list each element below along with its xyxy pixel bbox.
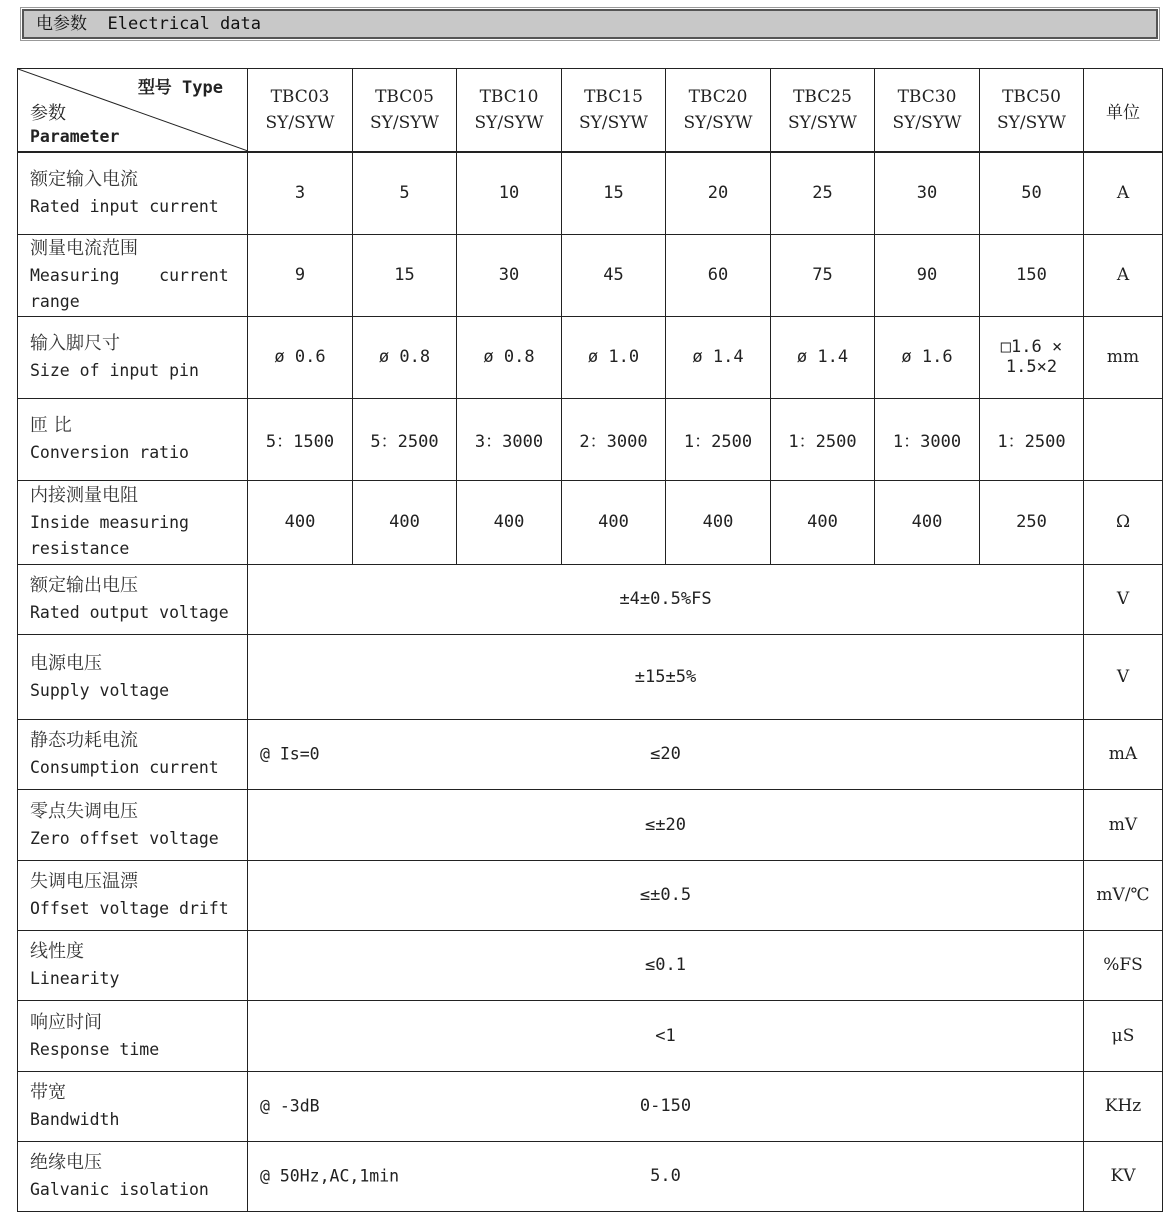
parameter-name-en: Conversion ratio — [30, 443, 189, 462]
value-cell — [980, 398, 1084, 480]
value-text: ø 1.4 — [692, 347, 744, 367]
value-cell — [980, 480, 1084, 564]
unit-text: μS — [1111, 1025, 1135, 1046]
value-text: 1：2500 — [788, 431, 857, 452]
value-cell — [666, 152, 771, 234]
parameter-name-en: Offset voltage drift — [30, 899, 229, 918]
model-header-cell — [562, 69, 666, 153]
model-variant: SY/SYW — [265, 113, 335, 133]
table-row — [18, 1000, 1163, 1071]
parameter-cell — [18, 930, 248, 1000]
model-variant: SY/SYW — [892, 113, 962, 133]
model-variant: SY/SYW — [683, 113, 753, 133]
parameter-name-en: Consumption current — [30, 758, 219, 777]
value-cell — [457, 234, 562, 316]
value-cell — [771, 152, 875, 234]
model-name: TBC15 — [584, 87, 643, 107]
parameter-cell — [18, 634, 248, 719]
model-variant: SY/SYW — [474, 113, 544, 133]
value-cell — [666, 398, 771, 480]
parameter-cell — [18, 1000, 248, 1071]
unit-cell — [1084, 1000, 1163, 1071]
unit-cell — [1084, 860, 1163, 930]
unit-text: KV — [1110, 1166, 1136, 1186]
unit-cell — [1084, 316, 1163, 398]
table-header-row — [18, 69, 1163, 153]
parameter-cell — [18, 564, 248, 634]
section-title: 电参数 Electrical data — [22, 9, 1158, 39]
parameter-cell — [18, 1141, 248, 1211]
shared-value-cell — [248, 789, 1084, 860]
table-row — [18, 1071, 1163, 1141]
model-header-cell — [771, 69, 875, 153]
parameter-name-en: Linearity — [30, 969, 120, 988]
value-text: 250 — [1016, 512, 1047, 532]
unit-text: A — [1116, 183, 1130, 204]
value-cell — [248, 480, 353, 564]
parameter-name-en: Bandwidth — [30, 1110, 120, 1129]
parameter-cell — [18, 316, 248, 398]
value-cell — [353, 152, 457, 234]
unit-text: V — [1116, 589, 1130, 609]
value-cell — [457, 316, 562, 398]
unit-cell — [1084, 398, 1163, 480]
table-row — [18, 398, 1163, 480]
unit-text: %FS — [1103, 955, 1143, 975]
parameter-name-en: Supply voltage — [30, 680, 170, 700]
value-text: 400 — [598, 512, 629, 532]
value-cell — [353, 316, 457, 398]
value-cell — [248, 398, 353, 480]
value-cell — [562, 234, 666, 316]
parameter-name-cn: 内接测量电阻 — [30, 485, 138, 506]
parameter-name-en: Rated input current — [30, 197, 219, 217]
value-cell — [562, 152, 666, 234]
value-cell — [562, 398, 666, 480]
parameter-name-en: Size of input pin — [30, 361, 199, 380]
shared-value-cell — [248, 1071, 1084, 1141]
value-text: ≤0.1 — [645, 955, 686, 975]
unit-cell — [1084, 480, 1163, 564]
shared-value-cell — [248, 719, 1084, 789]
unit-cell — [1084, 234, 1163, 316]
value-text: ø 0.8 — [378, 347, 431, 367]
value-text: 400 — [284, 512, 316, 532]
table-row — [18, 234, 1163, 316]
unit-header: 单位 — [1106, 102, 1140, 123]
parameter-cell — [18, 860, 248, 930]
value-cell — [562, 316, 666, 398]
value-text: 5.0 — [650, 1166, 681, 1186]
value-cell — [771, 398, 875, 480]
shared-value-cell — [248, 634, 1084, 719]
value-text: 30 — [498, 265, 520, 285]
value-text: <1 — [655, 1025, 676, 1046]
model-name: TBC30 — [897, 87, 957, 107]
shared-value-cell — [248, 930, 1084, 1000]
test-condition: @ Is=0 — [260, 744, 320, 764]
model-header-cell — [353, 69, 457, 153]
value-cell — [248, 152, 353, 234]
parameter-name-cn: 绝缘电压 — [30, 1152, 102, 1173]
model-name: TBC25 — [793, 87, 852, 107]
parameter-name-cn: 测量电流范围 — [30, 238, 138, 259]
value-cell — [875, 152, 980, 234]
model-name: TBC20 — [688, 87, 748, 107]
shared-value-cell — [248, 1000, 1084, 1071]
value-cell — [980, 152, 1084, 234]
table-row — [18, 316, 1163, 398]
parameter-name-cn: 带宽 — [30, 1082, 66, 1103]
unit-text: mV/℃ — [1096, 885, 1150, 905]
parameter-name-cn: 匝 比 — [30, 415, 72, 436]
value-text: ≤±0.5 — [639, 885, 692, 905]
model-variant: SY/SYW — [370, 113, 439, 133]
model-name: TBC50 — [1002, 87, 1061, 107]
parameter-cell — [18, 789, 248, 860]
unit-cell — [1084, 152, 1163, 234]
parameter-name-en: Rated output voltage — [30, 603, 229, 622]
table-row — [18, 789, 1163, 860]
test-condition: @ -3dB — [260, 1096, 320, 1116]
shared-value-cell — [248, 860, 1084, 930]
value-cell — [980, 234, 1084, 316]
value-text: 400 — [702, 512, 734, 532]
value-text: ø 1.6 — [901, 347, 953, 367]
value-text: 15 — [603, 183, 624, 204]
model-name: TBC10 — [479, 87, 539, 107]
value-text: 90 — [916, 265, 938, 285]
model-name: TBC03 — [270, 87, 330, 107]
value-text: 25 — [812, 183, 833, 204]
electrical-data-table — [17, 68, 1163, 1212]
parameter-cell — [18, 398, 248, 480]
value-cell — [666, 234, 771, 316]
value-text: 400 — [807, 512, 838, 532]
unit-text: mA — [1108, 744, 1138, 764]
value-cell — [980, 316, 1084, 398]
model-header-cell — [248, 69, 353, 153]
value-cell — [771, 234, 875, 316]
value-text: 3：3000 — [474, 431, 544, 452]
unit-text: Ω — [1115, 512, 1131, 532]
table-row — [18, 152, 1163, 234]
value-text: ±4±0.5%FS — [619, 589, 712, 609]
value-text: 10 — [498, 183, 520, 204]
value-text: ø 0.6 — [274, 347, 326, 367]
parameter-name-en: Zero offset voltage — [30, 828, 219, 848]
value-text: 45 — [603, 265, 624, 285]
value-cell — [353, 398, 457, 480]
type-label: 型号 Type — [137, 78, 223, 98]
value-text: 75 — [812, 265, 833, 285]
unit-text: mV — [1108, 814, 1138, 835]
value-cell — [353, 480, 457, 564]
model-header-cell — [457, 69, 562, 153]
model-name: TBC05 — [375, 87, 434, 107]
parameter-name-cn: 零点失调电压 — [30, 800, 138, 822]
parameter-cell — [18, 234, 248, 316]
value-cell — [248, 234, 353, 316]
value-text: 400 — [911, 512, 943, 532]
value-text: 400 — [493, 512, 525, 532]
parameter-name-cn: 失调电压温漂 — [30, 871, 138, 892]
parameter-name-cn: 输入脚尺寸 — [30, 333, 120, 354]
value-text: ±15±5% — [634, 666, 697, 687]
value-text: ≤±20 — [645, 814, 686, 835]
value-text: 400 — [389, 512, 420, 532]
value-cell — [875, 316, 980, 398]
unit-cell — [1084, 564, 1163, 634]
value-text: 2：3000 — [579, 431, 648, 452]
value-cell — [353, 234, 457, 316]
value-cell — [771, 480, 875, 564]
unit-text: mm — [1106, 347, 1140, 367]
value-text: 9 — [294, 265, 306, 285]
parameter-cell — [18, 1071, 248, 1141]
model-variant: SY/SYW — [997, 113, 1066, 133]
model-header-cell — [980, 69, 1084, 153]
value-text: 3 — [294, 183, 306, 204]
parameter-name-cn: 电源电压 — [30, 652, 102, 674]
unit-cell — [1084, 1141, 1163, 1211]
parameter-name-en: Galvanic isolation — [30, 1180, 209, 1199]
unit-cell — [1084, 1071, 1163, 1141]
parameter-label-cn: 参数 — [30, 103, 66, 124]
shared-value-cell — [248, 564, 1084, 634]
unit-cell — [1084, 634, 1163, 719]
parameter-cell — [18, 719, 248, 789]
model-header-cell — [666, 69, 771, 153]
value-text: ≤20 — [650, 744, 681, 764]
parameter-name-cn: 额定输入电流 — [30, 169, 138, 191]
model-variant: SY/SYW — [579, 113, 648, 133]
unit-cell — [1084, 789, 1163, 860]
value-cell — [666, 480, 771, 564]
value-text: 5：1500 — [265, 431, 335, 452]
test-condition: @ 50Hz,AC,1min — [260, 1166, 400, 1186]
value-cell — [457, 480, 562, 564]
value-text: 5 — [399, 183, 410, 204]
value-text: 60 — [707, 265, 729, 285]
value-text: ø 1.4 — [796, 347, 849, 367]
table-row — [18, 719, 1163, 789]
parameter-name-en: Inside measuring resistance — [30, 513, 199, 558]
value-text: 20 — [707, 183, 729, 204]
value-cell — [457, 398, 562, 480]
value-cell — [875, 398, 980, 480]
value-text: ø 1.0 — [587, 347, 640, 367]
value-text: 1：2500 — [997, 431, 1066, 452]
value-text: ø 0.8 — [483, 347, 535, 367]
value-cell — [666, 316, 771, 398]
parameter-name-en: Response time — [30, 1039, 160, 1059]
value-cell — [875, 234, 980, 316]
table-row — [18, 930, 1163, 1000]
unit-text: V — [1116, 666, 1130, 687]
parameter-name-cn: 线性度 — [30, 941, 84, 962]
parameter-cell — [18, 152, 248, 234]
table-row — [18, 480, 1163, 564]
value-text: 1：2500 — [683, 431, 753, 452]
table-row — [18, 860, 1163, 930]
unit-cell — [1084, 930, 1163, 1000]
unit-text: KHz — [1104, 1096, 1142, 1116]
value-text: 15 — [394, 265, 415, 285]
unit-header-cell — [1084, 69, 1163, 153]
table-row — [18, 564, 1163, 634]
value-cell — [771, 316, 875, 398]
parameter-label-en: Parameter — [30, 127, 120, 146]
value-cell — [562, 480, 666, 564]
parameter-name-cn: 静态功耗电流 — [30, 730, 138, 751]
value-text: 1：3000 — [892, 431, 962, 452]
value-text: 0-150 — [639, 1096, 692, 1116]
value-text: 5：2500 — [370, 431, 439, 452]
corner-header-cell — [18, 69, 248, 153]
value-cell — [875, 480, 980, 564]
value-text: 150 — [1016, 265, 1047, 285]
parameter-name-cn: 响应时间 — [30, 1011, 102, 1033]
parameter-name-cn: 额定输出电压 — [30, 575, 138, 596]
table-row — [18, 634, 1163, 719]
value-text: 50 — [1021, 183, 1042, 204]
parameter-cell — [18, 480, 248, 564]
value-text: □1.6 × 1.5×2 — [1000, 337, 1073, 377]
unit-text: A — [1116, 265, 1130, 285]
value-text: 30 — [916, 183, 938, 204]
value-cell — [248, 316, 353, 398]
parameter-name-en: Measuring current range — [30, 266, 239, 311]
model-variant: SY/SYW — [788, 113, 857, 133]
model-header-cell — [875, 69, 980, 153]
table-row — [18, 1141, 1163, 1211]
shared-value-cell — [248, 1141, 1084, 1211]
value-cell — [457, 152, 562, 234]
unit-cell — [1084, 719, 1163, 789]
